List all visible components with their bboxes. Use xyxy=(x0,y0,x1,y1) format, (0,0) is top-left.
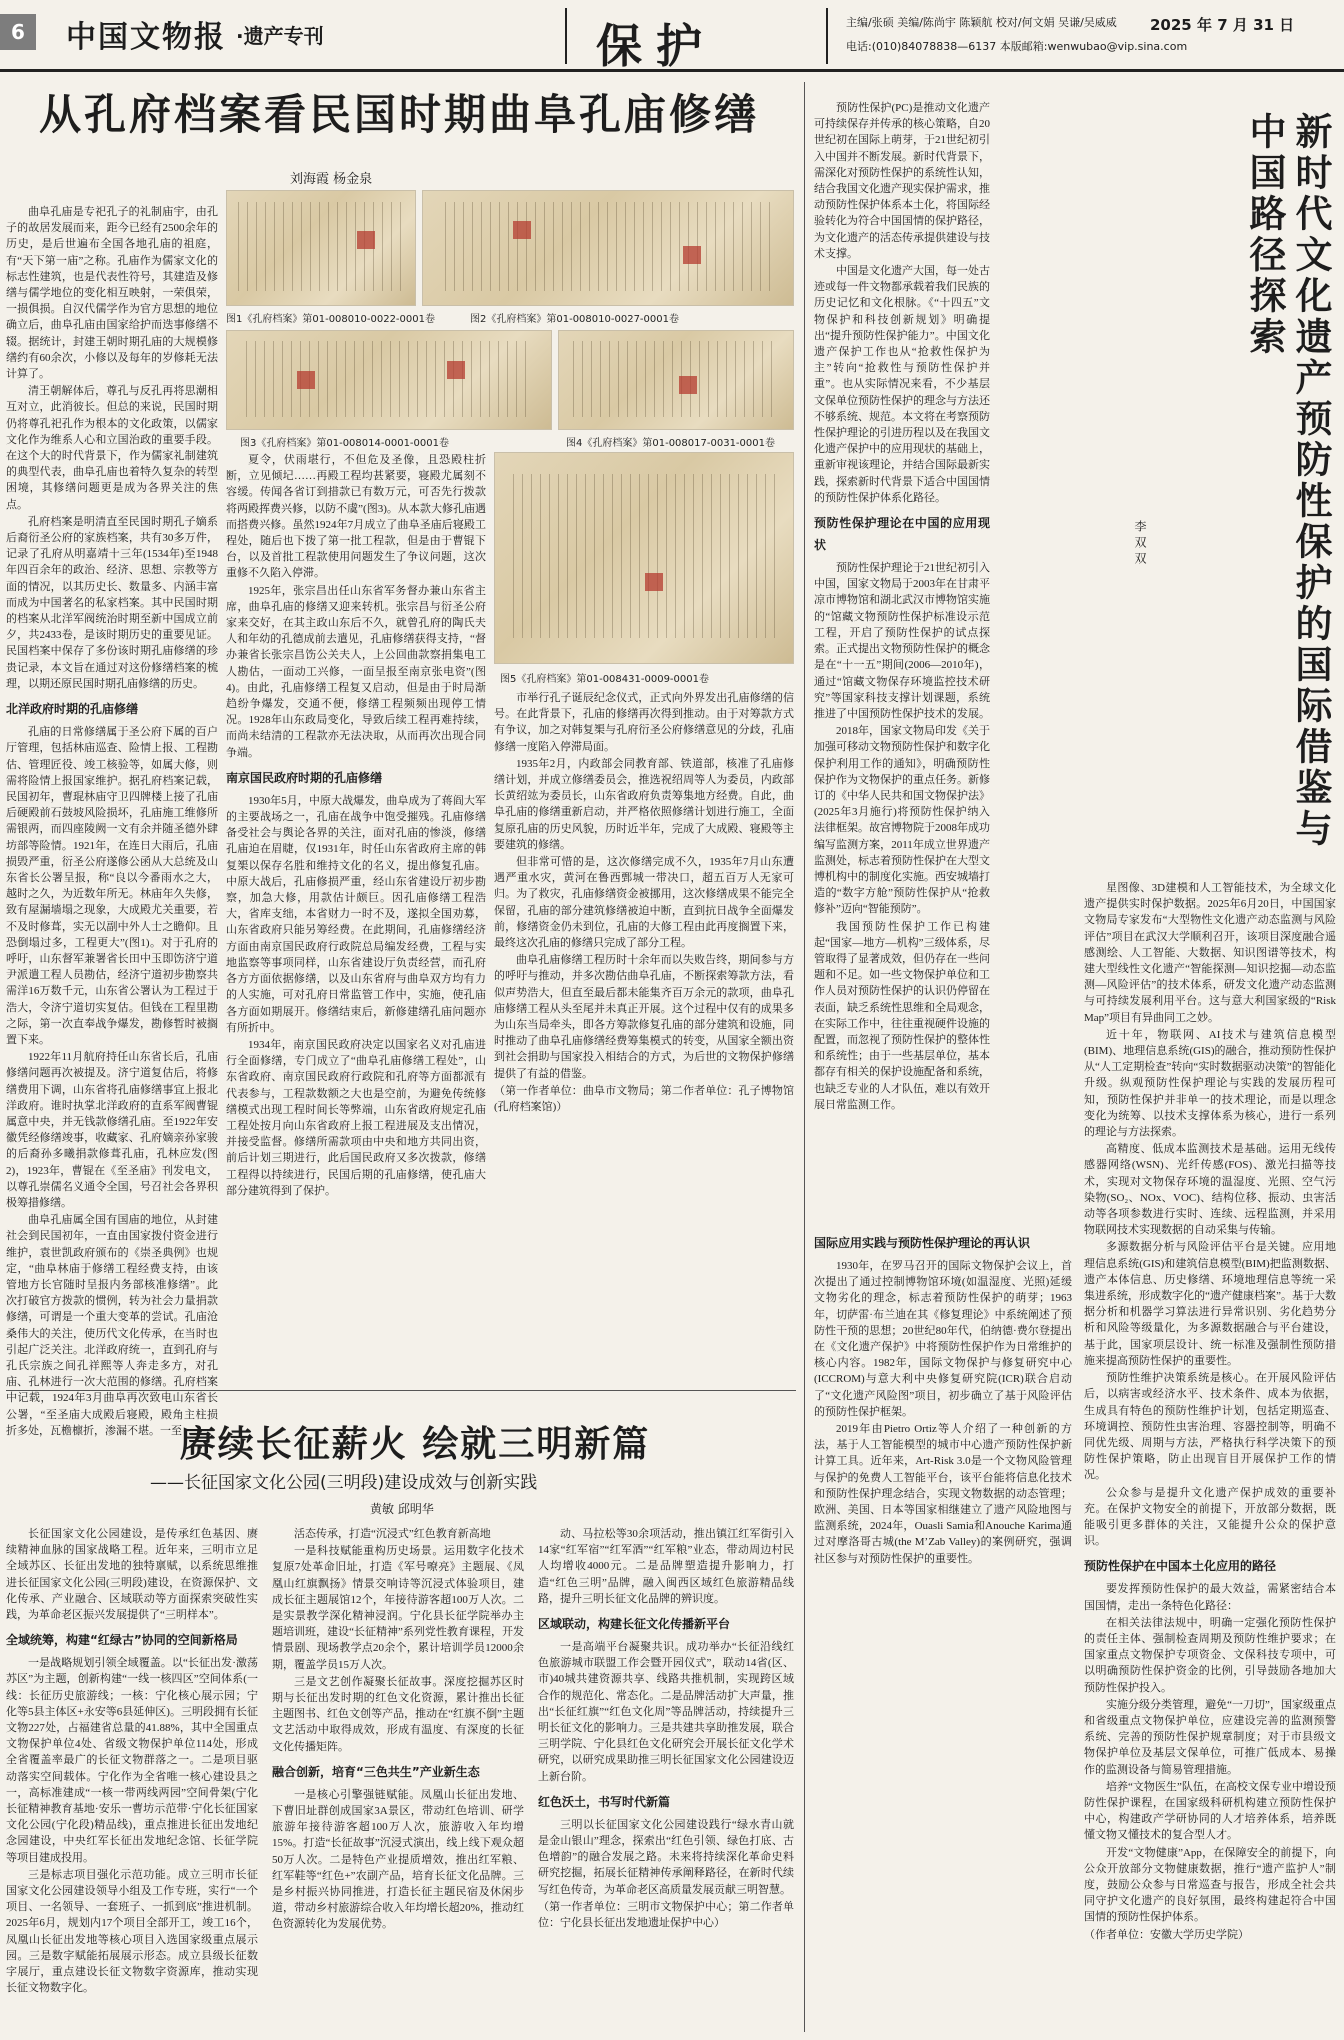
paragraph: 市举行孔子诞辰纪念仪式，正式向外界发出孔庙修缮的信号。在此背景下，孔庙的修缮再次得到推动。由于对筹款方式有争议，加之对韩复榘与孔府衍圣公府修缮意见的分歧，孔庙修缮一度陷入停滞局面。 xyxy=(494,692,794,753)
column-divider xyxy=(804,82,805,2032)
paragraph: 1930年，在罗马召开的国际文物保护会议上，首次提出了通过控制博物馆环境(如温湿度、光照)延缓文物劣化的理念，标志着预防性保护的萌芽；1963年，切萨雷·布兰迪在其《修复理论》中系统阐述了预防性干预的思想；20世纪80年代，伯纳德·费尔登提出在《文化遗产保护》中将预防性保护作为日常维护的核心内容。1982年，国际文物保护与修复研究中心(ICCROM)与意大利中央修复研究院(ICR)联合启动了“文化遗产风险图”项目，初步确立了基于风险评估的预防性保护框架。 xyxy=(814,1260,1072,1418)
paragraph: 预防性保护理论于21世纪初引入中国，国家文物局于2003年在甘肃平凉市博物馆和湖北武汉市博物馆实施的“馆藏文物预防性保护标准设示范工程，开启了预防性保护的试点探索。正式提出文物预防性保护的概念是在“十一五”期间(2006—2010年)，通过“馆藏文物保存环境监控技术研究”等国家科技支撑计划课题，系统推进了中国预防性保护技术的发展。 xyxy=(814,562,990,720)
section-heading: 全域统筹，构建“红绿古”协同的空间新格局 xyxy=(6,1633,238,1648)
author-affiliation: （作者单位：安徽大学历史学院） xyxy=(1084,1928,1249,1941)
figure-caption-4: 图4《孔府档案》第01-008017-0031-0001卷 xyxy=(566,438,775,449)
editors-line: 主编/张硕 美编/陈尚宇 陈颖航 校对/何文娟 吴谦/吴威威 xyxy=(846,16,1117,29)
paragraph: 多源数据分析与风险评估平台是关键。应用地理信息系统(GIS)和建筑信息模型(BIM)把监测数据、遗产本体信息、历史修缮、环境地理信息等统一采集进系统，形成数字化的“遗产健康档案”。基于大数据分析和机器学习算法进行异常识别、劣化趋势分析和风险等级量化，为多源数据融合与平台建设，基于此，国家项层设计、统一标准及强制性预防措施来提高预防性保护的重要性。 xyxy=(1084,1241,1336,1367)
masthead-divider xyxy=(565,8,567,64)
paragraph: 三明以长征国家文化公园建设践行“绿水青山就是金山银山”理念，探索出“红色引领、绿色打底、古色增韵”的融合发展之路。未来将持续深化革命史料研究挖掘，拓展长征精神传承阐释路径，在新时代续写红色传奇，为革命老区高质量发展贡献三明智慧。 xyxy=(538,1818,794,1896)
paragraph: 培养“文物医生”队伍，在高校文保专业中增设预防性保护课程，在国家级科研机构建立预防性保护中心，构建政产学研协同的人才培养体系，培养既懂文物又懂技术的复合型人才。 xyxy=(1084,1780,1336,1842)
section-heading: 南京国民政府时期的孔庙修缮 xyxy=(226,770,383,785)
article1-authors: 刘海霞 杨金泉 xyxy=(290,172,373,187)
article3-author: 李双双 xyxy=(1133,520,1147,568)
paragraph: 活态传承，打造“沉浸式”红色教育新高地 xyxy=(294,1528,491,1540)
article3-column-1b xyxy=(814,1226,1072,2034)
paragraph: 一是战略规划引领全域覆盖。以“长征出发·激荡苏区”为主题，创新构建“一线一核四区”空间体系(一线：长征历史旅游线；一核：宁化核心展示园；宁化等5县主体区+永安等6县延伸区)。三明段拥有长征文物227处，占福建省总量的41.88%，其中全国重点文物保护单位4处、省级文物保护单位114处，形成全省覆盖率最广的长征文物群落之一。二是项目驱动落实空间载体。宁化作为全省唯一核心建设县之一，高标准建成“一核一带两线两园”空间骨架(宁化长征精神教育基地·安乐一曹坊示范带·宁化长征国家文化公园(宁化段)精品线)，重点推进长征出发地纪念园建设，中央红军长征出发地纪念馆、长征学院等项目建成投用。 xyxy=(6,1657,258,1864)
paragraph: 三是标志项目强化示范功能。成立三明市长征国家文化公园建设领导小组及工作专班，实行“一个项目、一名领导、一套班子、一抓到底”推进机制。2025年6月，规划内17个项目全部开工，竣工16个，凤凰山长征出发地等核心项目入选国家级重点展示园。三是数字赋能拓展展示形态。成立县级长征数字展厅，重点建设长征文物数字资源库，推动实现长征文物数字化。 xyxy=(6,1868,258,1995)
article2-title: 赓续长征薪火 绘就三明新篇 xyxy=(179,1423,651,1465)
article2-column-1 xyxy=(6,1526,258,2034)
article2-subtitle: ——长征国家文化公园(三明段)建设成效与创新实践 xyxy=(150,1473,538,1493)
paragraph: 高精度、低成本监测技术是基础。运用无线传感器网络(WSN)、光纤传感(FOS)、激光扫描等技术，实现对文物保存环境的温湿度、光照、空气污染物(SO₂、NOx、VOC)、结构位移、振动、虫害活动等各项参数进行实时、连续、远程监测，并采用物联网技术实现数据的自动采集与传输。 xyxy=(1084,1143,1336,1237)
article1-column-1 xyxy=(6,204,218,1437)
paragraph: 一是科技赋能重构历史场景。运用数字化技术复原7处革命旧址，打造《军号嘹亮》主题展、《凤凰山红旗飘扬》情景交响诗等沉浸式体验项目，建成长征主题展馆12个，年接待游客超100万人次。二是实景教学深化精神浸润。宁化县长征学院举办主题培训班，建设“长征精神”系列党性教育课程，开发情景剧、现场教学点20余个，累计培训学员12000余期，覆盖学员15万人次。 xyxy=(272,1545,524,1671)
archive-photo-2 xyxy=(422,190,794,306)
publication-date: 2025 年 7 月 31 日 xyxy=(1150,16,1295,34)
paragraph: 2019年由Pietro Ortiz等人介绍了一种创新的方法，基于人工智能模型的城市中心遗产预防性保护新计算工具。近年来，Art-Risk 3.0是一个文物风险管理与保护的免费人工智能平台，该平台能将信息化技术和预防性保护理念结合，实现文物数据的动态管理；欧洲、美国、日本等国家相继建立了遗产风险地图与监测系统，2024年，Ouasli Samia和Anouche Karima通过对摩洛哥古城(the M’Zab Valley)的案例研究，强调社区参与对预防性保护的重要性。 xyxy=(814,1423,1072,1565)
article2-column-2 xyxy=(272,1526,524,2034)
paragraph: 孔府档案是明清直至民国时期孔子嫡系后裔衍圣公府的家族档案，共有30多万件，记录了孔府从明嘉靖十三年(1534年)至1948年四百余年的政治、经济、思想、宗教等方面的情况，以其历史长、数量多、内涵丰富而成为中国著名的私家档案。其中民国时期的档案从北洋军阀统治时期至新中国成立前夕，共2433卷，是该时期历史的重要见证。民国档案中保存了多份该时期孔庙修缮的珍贵记录，本文旨在通过对这份修缮档案的梳理，以期还原民国时期孔庙修缮的历史。 xyxy=(6,515,218,690)
paragraph: 1922年11月航府持任山东省长后，孔庙修缮问题再次被提及。济宁道复估后，将修缮费用下调，山东省将孔庙修缮事宜上报北洋政府。谁时执掌北洋政府的直系军阀曹锟属意中央，并无钱款修缮孔庙。至1922年安徽凭经修缮竣事，收藏家、孔府嫡亲孙家骏的后裔孙多曦捐款修葺孔庙，孔林应发(图2)，1923年，曹锟在《至圣庙》刊发电文，以尊孔崇儒名义通令全国，号召社会各界积极筹措修缮。 xyxy=(6,1051,218,1209)
paragraph: 1934年，南京国民政府决定以国家名义对孔庙进行全面修缮，专门成立了“曲阜孔庙修缮工程处”，山东省政府、南京国民政府行政院和孔府等方面都派有代表参与，工程款数额之大也是空前，为避免传统修缮模式出现工程时间长等弊端，山东省政府规定孔庙工程处按月向山东省政府上报工程进展及支出情况，并接受监督。修缮所需款项由中央和地方共同出资，前后计划三期进行，此后国民政府又多次拨款，修缮工程得以持续进行，民国后期的孔庙修缮，使孔庙大部分建筑得到了保护。 xyxy=(226,1038,486,1197)
paragraph: 一是高端平台凝聚共识。成功举办“长征沿线红色旅游城市联盟工作会暨开园仪式”，联动14省(区、市)40城共建资源共享、线路共推机制，实现跨区域合作的规范化、常态化。二是品牌活动扩大声量，推出“长征红旗”“红色文化周”等品牌活动，持续提升三明长征文化的影响力。三是共建共享助推发展，联合三明学院、宁化县红色文化研究会开展长征文化学术研究，以研究成果助推三明长征国家文化公园建设迈上新台阶。 xyxy=(538,1641,794,1783)
paragraph: 预防性保护(PC)是推动文化遗产可持续保存并传承的核心策略，自20世纪初在国际上萌芽，于21世纪初引入中国并不断发展。新时代背景下，需深化对预防性保护的系统性认知，结合我国文化遗产现实保护需求，推动预防性保护体系本土化，将国际经验转化为符合中国国情的保护路径，为文化遗产的活态传承提供建设与技术支撑。 xyxy=(814,102,990,260)
masthead-divider xyxy=(826,8,828,64)
article3-column-1 xyxy=(814,100,990,1214)
paragraph: 公众参与是提升文化遗产保护成效的重要补充。在保护文物安全的前提下，开放部分数据，既能吸引更多群体的关注，又能提升公众的保护意识。 xyxy=(1084,1486,1336,1548)
paragraph: 近十年，物联网、AI技术与建筑信息模型(BIM)、地理信息系统(GIS)的融合，推动预防性保护从“人工定期检查”转向“实时数据驱动决策”的智能化升级。纵观预防性保护理论与实践的发展历程可知，预防性保护并非单一的技术理论，而是以理念变化为统筹、以技术支撑体系为核心，进行一系列的理论与方法探索。 xyxy=(1084,1028,1336,1139)
masthead xyxy=(0,0,1344,72)
paragraph: 夏令，伏雨堪行，不但危及圣像，且恐殿柱折断，立见倾圮……再殿工程均甚紧要，寝殿尤属刻不容缓。传闻各省订到措款已有数万元，可否先行拨款将两殿挥费兴修，以防不虞”(图3)。从本款大修孔庙遇而搭费兴修。虽然1924年7月成立了曲阜圣庙后寝殿工程处，随后也下拨了第一批工程款，但是由于曹锟下台，以及首批工程款使用问题发生了争议问题，这次重修不久陷入停滞。 xyxy=(226,454,486,580)
article-divider xyxy=(6,1390,796,1391)
paragraph: 1925年，张宗昌出任山东省军务督办兼山东省主席，曲阜孔庙的修缮又迎来转机。张宗昌与衍圣公府家来交好，在其主政山东后不久，就曾孔府的陶氏夫人和年幼的孔德成前去遣见，孔庙修缮获得支持，“督办兼省长张宗昌饬公关夫人，上公回曲款察捐集电工人勘估，一面动工兴修，一面呈报至南京张电资”(图4)。由此，孔庙修缮工程复又启动，但是由于时局渐趋纷争爆发，交通不便，修缮工程频频出现停工情况。1928年山东政局变化，导致后续工程再难持续，而尚未结清的工程款亦无法决取，从而再次出现合同争端。 xyxy=(226,584,486,759)
paragraph: 清王朝解体后，尊孔与反孔再将思潮相互对立，此消彼长。但总的来说，民国时期仍将尊孔祀孔作为根本的文化政策，以儒家文化作为维系人心和立国治政的重要手段。在这个大的时代背景下，作为儒家礼制建筑的典型代表，曲阜孔庙也着特久复杂的转型困境，其修缮问题更是成为各界关注的焦点。 xyxy=(6,385,218,511)
section-name: 保护 xyxy=(596,19,716,73)
paragraph: 2018年，国家文物局印发《关于加强可移动文物预防性保护和数字化保护利用工作的通知》，明确预防性保护作为文物保护的重点任务。新修订的《中华人民共和国文物保护法》(2025年3月施行)将预防性保护纳入法律框架。故宫博物院于2008年成功编写监测方案，2011年成立世界遗产监测处，标志着预防性保护在大型文博机构中的制度化实施。西安城墙打造的“数字方舱”预防性保护从“抢救修补”迈向“智能预防”。 xyxy=(814,725,990,916)
section-heading: 北洋政府时期的孔庙修缮 xyxy=(6,702,139,717)
archive-photo-3 xyxy=(226,330,552,430)
paragraph: 1930年5月，中原大战爆发，曲阜成为了蒋阎大军的主要战场之一，孔庙在战争中饱受摧残。孔庙修缮备受社会与舆论各界的关注，面对孔庙的惨淡，修缮孔庙迫在眉睫，仅1931年，时任山东省政府主席的韩复榘以保存名胜和维持文化的名义，提出修复孔庙。中原大战后，孔庙修损严重，经山东省建设厅初步勘察，加急大修，用款估计颇巨。因孔庙修缮工程浩大，省库支绌，本省财力一时不及，遂拟全国劝募，山东省政府只能另筹经费。在此期间，孔庙修缮经济方面由南京国民政府行政院总局编发经费，工程与实地监察等事项同样，山东省建设厅负责经营，而孔府各方方面依据修缮，以及山东省府与曲阜双方均有力的人实施，可对孔府日常监管工作中，实施，使孔庙各方面如期展开。修缮结束后，新修建缮孔庙问题亦有所折中。 xyxy=(226,794,486,1034)
article3-title: 新时代文化遗产预防性保护的国际借鉴与中国路径探索 xyxy=(1243,112,1333,850)
page-number: 6 xyxy=(0,14,36,50)
figure-caption-3: 图3《孔府档案》第01-008014-0001-0001卷 xyxy=(240,438,449,449)
article1-title: 从孔府档案看民国时期曲阜孔庙修缮 xyxy=(38,90,759,139)
section-heading: 红色沃土，书写时代新篇 xyxy=(538,1794,671,1809)
archive-photo-1 xyxy=(226,190,416,306)
paragraph: 在相关法律法规中，明确一定强化预防性保护的责任主体、强制检查周期及预防性维护要求；在国家重点文物保护专项资金、文保科技专项中，可以明确预防性保护资金的比例，引导鼓励各地加大预防性保护投入。 xyxy=(1084,1616,1336,1694)
section-heading: 区域联动，构建长征文化传播新平台 xyxy=(538,1617,731,1632)
article1-column-2 xyxy=(226,452,486,1374)
paragraph: 曲阜孔庙修缮工程历时十余年而以失败告终，期间参与方的呼吁与推动，并多次勘估曲阜孔庙，不断探索筹款方法，看似声势浩大，但直至最后都未能集齐百万余元的款项，曲阜孔庙修缮工程从头至尾并未真正开展。这个过程中仅有的成果多为山东当局牵头，即各方筹款修复孔庙的部分建筑和设施，同时推动了曲阜孔庙修缮经费筹集模式的转变，从国家全额出资到社会捐助与国家投入相结合的方式，为后世的文物保护修缮提供了有益的借鉴。 xyxy=(494,954,794,1080)
paragraph: 实施分级分类管理，避免“一刀切”，国家级重点和省级重点文物保护单位，应建设完善的监测预警系统、完善的预防性保护规章制度；对于市县级文物保护单位及基层文保单位，可推广低成本、易操作的监测设备与简易管理措施。 xyxy=(1084,1698,1336,1776)
paragraph: 孔庙的日常修缮属于圣公府下属的百户厅管理，包括林庙巡查、险情上报、工程勘估、管理匠役、竣工核验等，如属大修，则需将险情上报国家维护。据孔府档案记载，民国初年，曹琨林庙守卫四牌楼上接了孔庙后硬殿前石鼓坡风险损坏，孔庙施工维修所需银两，而四座陵阙一文有余并随圣德外肆坊部等险情。1921年，在连日大雨后，孔庙损毁严重，衍圣公府遂修公函从大总统及山东省长公署呈报，称“良以今番雨水之大，越时之久，为近数年所无。林庙年久失修，致有屋漏墙塌之现象，大成殿尤关重要，若不及时修葺，实无以副中外人士之瞻仰。且恐倒塌过多，工程更大”(图1)。对于孔府的呼吁，山东督军兼署省长田中玉即饬济宁道尹派遣工程人员勘估，经济宁道初步勘察共需洋16万数千元，山东省公署认为工程过于浩大，令济宁道切实复估。但钱在工程里勘之际，第一次直奉战争爆发，勘修暂时被搁置下来。 xyxy=(6,726,218,1046)
section-heading: 国际应用实践与预防性保护理论的再认识 xyxy=(814,1236,1031,1250)
article1-column-3 xyxy=(494,690,794,1374)
author-affiliation: （第一作者单位：三明市文物保护中心；第二作者单位：宁化县长征出发地遗址保护中心） xyxy=(538,1900,794,1930)
author-affiliation: （第一作者单位：曲阜市文物局；第二作者单位：孔子博物馆(孔府档案馆)） xyxy=(494,1084,794,1114)
section-heading: 预防性保护在中国本土化应用的路径 xyxy=(1084,1559,1277,1574)
paper-name: 中国文物报 xyxy=(66,20,226,55)
figure-caption-2: 图2《孔府档案》第01-008010-0027-0001卷 xyxy=(470,314,679,325)
paragraph: 星图像、3D建模和人工智能技术，为全球文化遗产提供实时保护数据。2025年6月20日，中国国家文物局专家发布“大型物性文化遗产动态监测与风险评估”项目在武汉大学顺利召开，该项目深度融合遥感测绘、人工智能、大数据、知识图谱等技术，构建大型线性文化遗产“智能探测—知识挖掘—动态监测—风险评估”的技术体系，研发文化遗产动态监测与可持续发展利用平台。这与意大利国家级的“Risk Map”项目有异曲同工之妙。 xyxy=(1084,882,1336,1024)
paragraph: 要发挥预防性保护的最大效益，需紧密结合本国国情，走出一条特色化路径： xyxy=(1084,1583,1336,1612)
figure-caption-5: 图5《孔府档案》第01-008431-0009-0001卷 xyxy=(500,674,709,685)
paragraph: 开发“文物健康”App，在保障安全的前提下，向公众开放部分文物健康数据，推行“遗产监护人”制度，鼓励公众参与日常巡查与报告，形成全社会共同守护文化遗产的良好氛围，最终构建起符合中国国情的预防性保护体系。 xyxy=(1084,1846,1336,1924)
paragraph: 预防性维护决策系统是核心。在开展风险评估后，以病害或经济水平、技术条件、成本为依据，生成具有特色的预防性维护计划，包括定期巡查、环境调控、预防性虫害治理、容器控制等，明确不同优先级、周期与方法，严格执行科学决策下的预防性保护策略，防止出现盲目开展保护工作的情况。 xyxy=(1084,1372,1336,1482)
paragraph: 但非常可惜的是，这次修缮完成不久，1935年7月山东遭遇严重水灾，黄河在鲁西鄄城一带决口，超五百万人无家可归。为了救灾，孔庙修缮资金被挪用，这次修缮成果不能完全保留，孔庙的部分建筑修缮被迫中断，直到抗日战争全面爆发前，修缮资金仍未到位，孔庙的大修工程由此再度搁置下来，最终这次孔庙的修缮只完成了部分工程。 xyxy=(494,856,794,950)
paragraph: 曲阜孔庙是专祀孔子的礼制庙宇，由孔子的故居发展而来，距今已经有2500余年的历史，是后世遍布全国各地孔庙的祖庭，有“天下第一庙”之称。孔庙作为儒家文化的标志性建筑，也是代表性符号，其建造及修缮与儒学地位的变化相互映射，一荣俱荣，一损俱损。自汉代儒学作为官方思想的地位确立后，曲阜孔庙由国家给护而迭事修缮不辍。据统计，封建王朝时期孔庙的大规模修缮约有60余次，小修以及每年的岁修耗无法计算了。 xyxy=(6,206,218,381)
section-heading: 融合创新，培育“三色共生”产业新生态 xyxy=(272,1764,480,1779)
paragraph: 长征国家文化公园建设，是传承红色基因、赓续精神血脉的国家战略工程。近年来，三明市立足全域苏区、长征出发地的独特禀赋，以系统思维推进长征国家文化公园(三明段)建设，在资源保护、文化传承、产业融合、区域联动等方面探索突破性实践，为革命老区振兴发展提供了“三明样本”。 xyxy=(6,1528,258,1622)
paragraph: 动、马拉松等30余项活动，推出镇江红军街引入14家“红军宿”“红军酒”“红军粮”业态，带动周边村民人均增收4000元。二是品牌塑造提升影响力，打造“红色三明”品牌，融入闽西区域红色旅游精品线路，提升三明长征文化品牌的辨识度。 xyxy=(538,1528,794,1605)
section-heading: 预防性保护理论在中国的应用现状 xyxy=(814,516,990,553)
paper-subtitle: ·遗产专刊 xyxy=(236,24,324,48)
paragraph: 曲阜孔庙属全国有国庙的地位，从封建社会到民国初年，一直由国家拨付资金进行维护，袁世凯政府颁布的《崇圣典例》也规定，“曲阜林庙于修缮工程经费支持，由该管地方长官随时呈报内务部核准修缮”。此次打破官方拨款的惯例，转为社会力量捐款修缮，可谓是一个重大变革的尝试。孔庙沧桑伟大的关注，使历代文化传承，在当时也引起广泛关注。北洋政府统一，直到孔府与孔氏宗族之间孔祥熙等人奔走多方，对孔庙、孔林进行一次大范围的修缮。孔府档案中记载，1924年3月曲阜再次致电山东省长公署，“至圣庙大成殿后寝殿，殿角主柱损折多处，瓦檐檩折，渗漏不堪。一至 xyxy=(6,1214,218,1437)
archive-photo-4 xyxy=(558,330,794,430)
figure-caption-1: 图1《孔府档案》第01-008010-0022-0001卷 xyxy=(226,314,435,325)
paragraph: 我国预防性保护工作已构建起“国家—地方—机构”三级体系，尽管取得了显著成效，但仍存在一些问题和不足。如一些文物保护单位和工作人员对预防性保护的认识仍停留在表面，缺乏系统性思维和全局观念，在实际工作中，往往重视硬件设施的配置，而忽视了预防性保护的整体性和系统性；由于一些基层单位，基本都存有相关的保护设施配备和系统，也缺乏专业的人才队伍，难以有效开展日常监测工作。 xyxy=(814,920,990,1111)
paragraph: 一是核心引擎强链赋能。凤凰山长征出发地、下曹旧址群创成国家3A景区，带动红色培训、研学旅游年接待游客超100万人次，旅游收入年均增15%。打造“长征故事”沉浸式演出，线上线下观众超50万人次。二是特色产业提质增效，推出红军粮、红军鞋等“红色+”农副产品，培育长征文化品牌。三是乡村振兴协同推进，打造长征主题民宿及休闲步道，带动乡村旅游综合收入年均增长超20%，推动红色资源转化为发展优势。 xyxy=(272,1788,524,1931)
archive-photo-5 xyxy=(494,452,794,664)
article3-column-2 xyxy=(1084,880,1336,2034)
article2-authors: 黄敏 邱明华 xyxy=(370,1502,434,1516)
article2-column-3 xyxy=(538,1526,794,2034)
paragraph: 中国是文化遗产大国，每一处古迹或每一件文物都承载着我们民族的历史记忆和文化根脉。《“十四五”文物保护和科技创新规划》明确提出“提升预防性保护能力”。中国文化遗产保护工作也从“抢救性保护为主”转向“抢救性与预防性保护并重”。也从实际情况来看，不少基层文保单位预防性保护的理念与方法还不够系统、规范。本文将在考察预防性保护理论的引进历程以及在我国文化遗产保护中的应用现状的基础上，重新审视该理论，并结合国际最新实践，探索新时代背景下适合中国国情的预防性保护体系化路径。 xyxy=(814,265,990,504)
contact-line: 电话:(010)84078838—6137 本版邮箱:wenwubao@vip.sina.com xyxy=(846,40,1188,53)
paragraph: 三是文艺创作凝聚长征故事。深度挖掘苏区时期与长征出发时期的红色文化资源，累计推出长征主题图书、红色文创等产品，推动在“红旗不倒”主题文艺活动中取得成效，形成有温度、有深度的长征文化传播矩阵。 xyxy=(272,1675,524,1753)
paragraph: 1935年2月，内政部会同教育部、铁道部，核准了孔庙修缮计划，并成立修缮委员会，推选祝绍周等人为委员，内政部长黄绍竑为委员长，山东省政府负责筹集地方经费。自此，曲阜孔庙的修缮重新启动，并严格依照修缮计划进行施工，全面复原孔庙的历史风貌，历时近半年，完成了大成殿、寝殿等主要建筑的修缮。 xyxy=(494,757,794,851)
